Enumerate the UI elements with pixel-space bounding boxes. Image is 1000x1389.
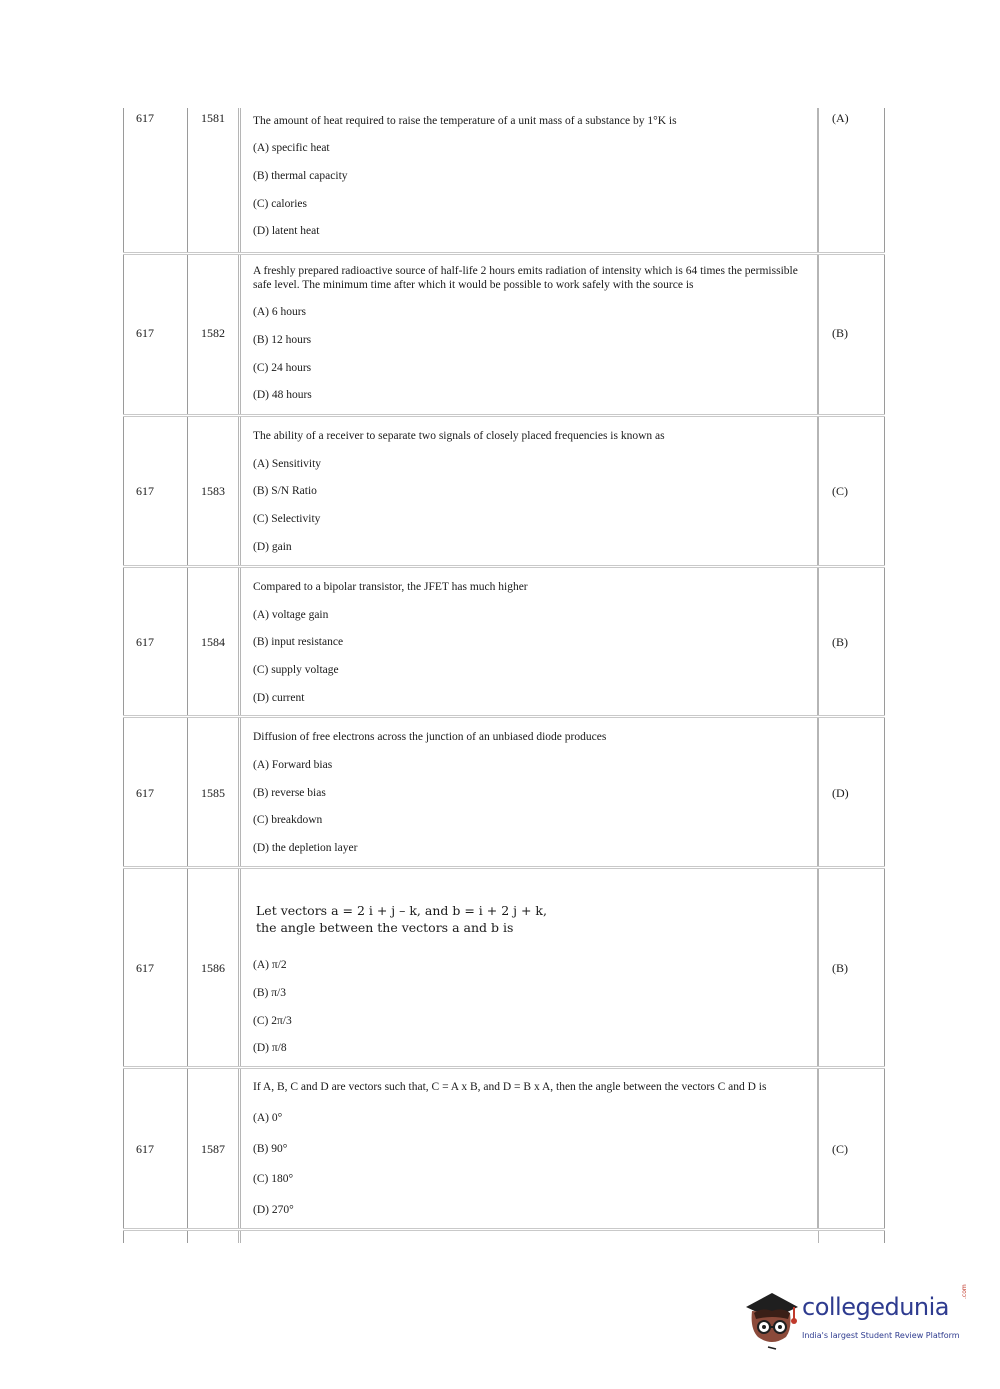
table-row (123, 869, 885, 1069)
option-b: (B) input resistance (253, 636, 344, 648)
question-table (123, 108, 885, 1243)
table-row (123, 417, 885, 568)
question-cell (238, 568, 818, 715)
answer: (B) (832, 326, 848, 340)
option-d: (D) 48 hours (253, 389, 312, 401)
question-text-line1: Let vectors a = 2 i + j – k, and b = i + 2 j + k, (256, 903, 547, 918)
answer-cell (818, 417, 885, 565)
question-number-cell (187, 1069, 238, 1228)
cell-stub (187, 1231, 238, 1243)
table-row (123, 255, 885, 417)
question-number-cell (187, 417, 238, 565)
option-d: (D) the depletion layer (253, 842, 358, 854)
option-a: (A) voltage gain (253, 609, 329, 621)
cell-stub (818, 1231, 885, 1243)
question-number: 1587 (201, 1142, 225, 1156)
paper-code-cell (123, 1069, 187, 1228)
logo-suffix: .com (961, 1284, 968, 1299)
question-cell (238, 718, 818, 866)
option-d: (D) 270° (253, 1204, 294, 1216)
logo-tagline: India's largest Student Review Platform (802, 1331, 960, 1340)
paper-code-cell (123, 568, 187, 715)
paper-code-cell (123, 108, 187, 252)
question-number: 1586 (201, 961, 225, 975)
option-d: (D) current (253, 692, 305, 704)
option-d: (D) π/8 (253, 1042, 287, 1054)
paper-code: 617 (136, 326, 154, 340)
answer: (A) (832, 111, 849, 125)
option-a: (A) 0° (253, 1112, 283, 1124)
option-c: (C) 180° (253, 1173, 294, 1185)
paper-code-cell (123, 718, 187, 866)
answer-cell (818, 568, 885, 715)
answer-cell (818, 1069, 885, 1228)
option-a: (A) Sensitivity (253, 458, 322, 470)
question-number: 1584 (201, 635, 225, 649)
question-cell (238, 255, 818, 414)
question-cell (238, 1069, 818, 1228)
option-c: (C) supply voltage (253, 664, 339, 676)
question-cell (238, 108, 818, 252)
option-b: (B) 90° (253, 1143, 288, 1155)
question-text: The amount of heat required to raise the temperature of a unit mass of a substance by 1°K is (253, 115, 677, 127)
question-cell (238, 869, 818, 1066)
answer: (C) (832, 484, 848, 498)
option-c: (C) Selectivity (253, 513, 321, 525)
answer-cell (818, 869, 885, 1066)
paper-code: 617 (136, 635, 154, 649)
table-row (123, 1069, 885, 1231)
paper-code-cell (123, 417, 187, 565)
question-number-cell (187, 568, 238, 715)
question-text: Diffusion of free electrons across the junction of an unbiased diode produces (253, 731, 607, 743)
question-number: 1585 (201, 786, 225, 800)
option-b: (B) S/N Ratio (253, 485, 317, 497)
paper-code: 617 (136, 961, 154, 975)
question-text: Compared to a bipolar transistor, the JFET has much higher (253, 581, 528, 593)
answer-cell (818, 718, 885, 866)
answer: (B) (832, 961, 848, 975)
option-d: (D) latent heat (253, 225, 320, 237)
cell-stub (238, 1231, 818, 1243)
answer: (C) (832, 1142, 848, 1156)
question-text: A freshly prepared radioactive source of half-life 2 hours emits radiation of intensity which is 64 times the permissible safe level. The minimum time after which it would be possible to work safely with the source is (253, 265, 798, 291)
option-b: (B) 12 hours (253, 334, 312, 346)
question-number: 1583 (201, 484, 225, 498)
question-number: 1581 (201, 111, 225, 125)
paper-code: 617 (136, 484, 154, 498)
mascot-icon (742, 1285, 802, 1351)
question-text: If A, B, C and D are vectors such that, C = A x B, and D = B x A, then the angle between the vectors C and D is (253, 1081, 767, 1093)
table-row (123, 568, 885, 718)
option-b: (B) thermal capacity (253, 170, 348, 182)
option-c: (C) 24 hours (253, 362, 312, 374)
option-b: (B) reverse bias (253, 787, 326, 799)
question-text-line2: the angle between the vectors a and b is (256, 920, 514, 935)
paper-code: 617 (136, 1142, 154, 1156)
option-d: (D) gain (253, 541, 292, 553)
question-text: The ability of a receiver to separate two signals of closely placed frequencies is known as (253, 430, 665, 442)
question-number: 1582 (201, 326, 225, 340)
table-row (123, 108, 885, 255)
option-c: (C) 2π/3 (253, 1015, 292, 1027)
paper-code-cell (123, 255, 187, 414)
cell-stub (123, 1231, 187, 1243)
answer: (D) (832, 786, 849, 800)
answer-cell (818, 108, 885, 252)
option-a: (A) Forward bias (253, 759, 333, 771)
question-number-cell (187, 869, 238, 1066)
option-c: (C) calories (253, 198, 307, 210)
answer: (B) (832, 635, 848, 649)
question-number-cell (187, 255, 238, 414)
table-row-continuation (123, 1231, 885, 1243)
paper-code-cell (123, 869, 187, 1066)
paper-code: 617 (136, 111, 154, 125)
answer-cell (818, 255, 885, 414)
option-a: (A) 6 hours (253, 306, 307, 318)
option-c: (C) breakdown (253, 814, 323, 826)
option-a: (A) π/2 (253, 959, 287, 971)
question-cell (238, 417, 818, 565)
table-row (123, 718, 885, 869)
paper-code: 617 (136, 786, 154, 800)
collegedunia-logo[interactable] (742, 1285, 967, 1355)
option-a: (A) specific heat (253, 142, 330, 154)
logo-wordmark: collegedunia (802, 1293, 950, 1321)
option-b: (B) π/3 (253, 987, 286, 999)
question-number-cell (187, 108, 238, 252)
question-number-cell (187, 718, 238, 866)
